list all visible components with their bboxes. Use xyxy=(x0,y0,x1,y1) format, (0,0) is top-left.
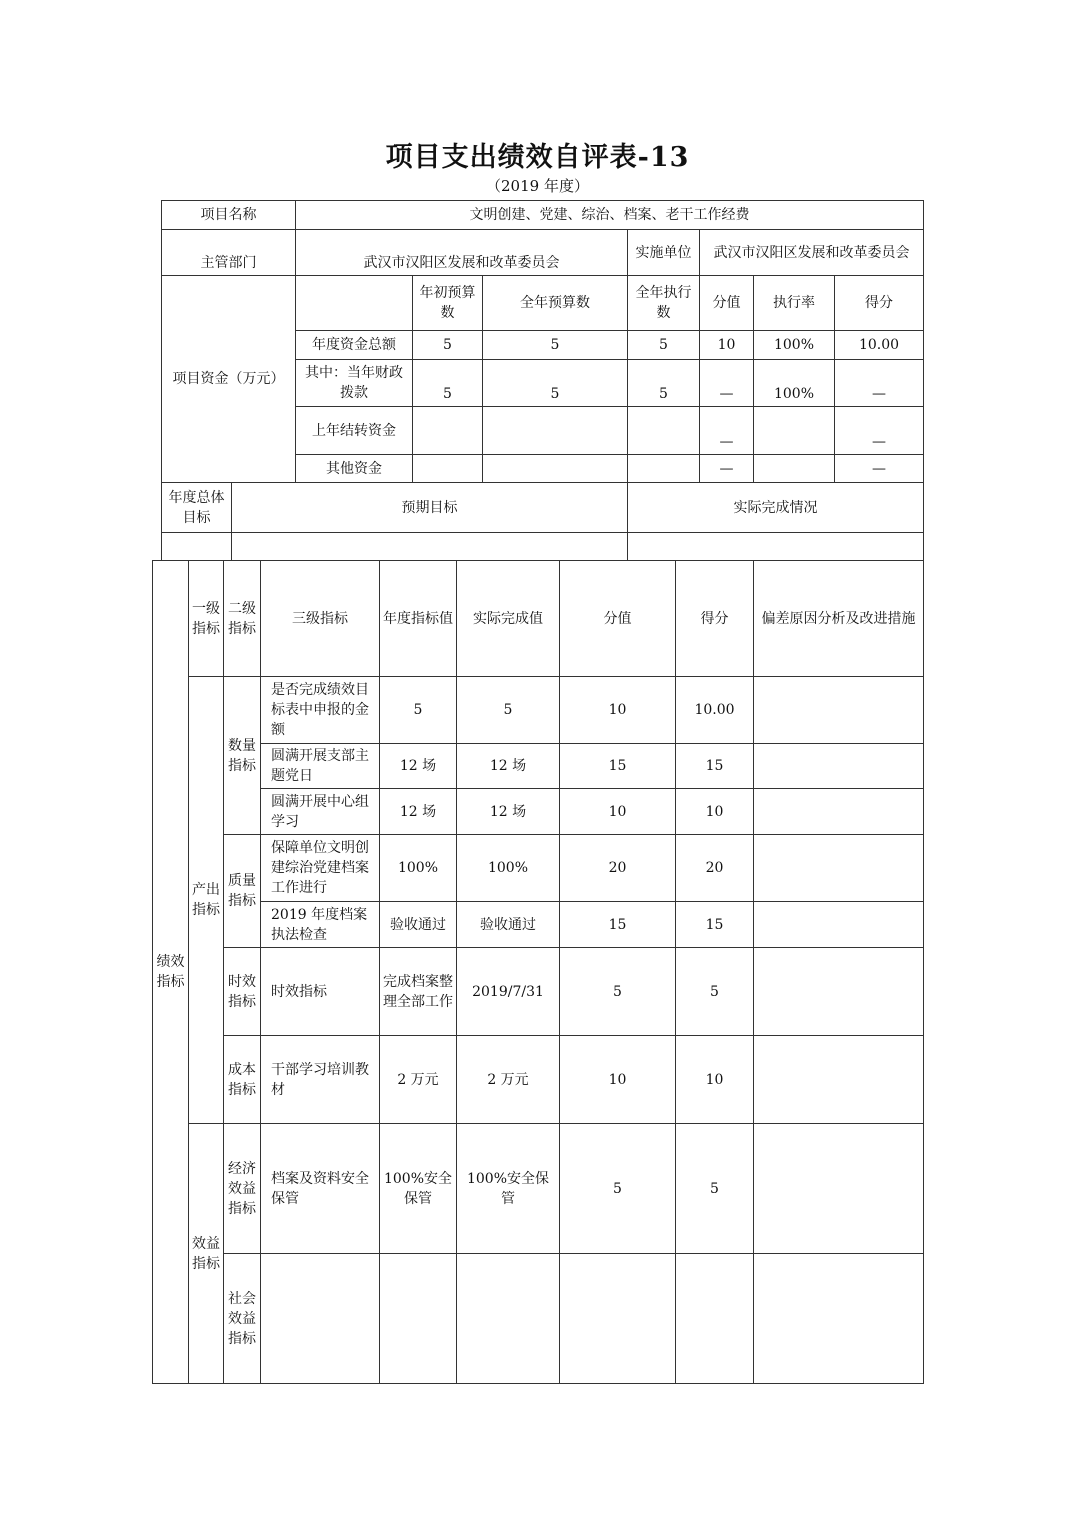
dept-label: 主管部门 xyxy=(162,230,296,276)
funds-row-points: — xyxy=(700,407,754,455)
level2-economic: 经济效益指标 xyxy=(224,1124,261,1254)
funds-header-rate: 执行率 xyxy=(754,276,835,331)
indicator-score: 5 xyxy=(676,1124,754,1254)
indicator-name: 是否完成绩效目标表中申报的金额 xyxy=(261,677,380,744)
indicator-score: 10 xyxy=(676,789,754,835)
indicator-score: 15 xyxy=(676,744,754,789)
funds-row-executed xyxy=(628,407,700,455)
level2-time: 时效指标 xyxy=(224,948,261,1036)
section-label: 绩效指标 xyxy=(153,561,189,1384)
funds-row-points: 10 xyxy=(700,331,754,360)
goals-actual-header: 实际完成情况 xyxy=(628,483,924,533)
funds-row-rate xyxy=(754,455,835,483)
header-points: 分值 xyxy=(560,561,676,677)
indicator-actual: 100%安全保管 xyxy=(457,1124,560,1254)
indicator-score xyxy=(676,1254,754,1384)
level2-cost: 成本指标 xyxy=(224,1036,261,1124)
page-subtitle: （2019 年度） xyxy=(486,177,589,195)
page-title: 项目支出绩效自评表-13 xyxy=(385,142,690,173)
indicator-target: 5 xyxy=(380,677,457,744)
funds-row-annual xyxy=(483,455,628,483)
indicator-name: 时效指标 xyxy=(261,948,380,1036)
funds-row-executed xyxy=(628,455,700,483)
funds-row-score: 10.00 xyxy=(835,331,924,360)
indicator-actual: 5 xyxy=(457,677,560,744)
project-info-table xyxy=(161,200,924,561)
indicator-actual: 验收通过 xyxy=(457,902,560,948)
funds-row-executed: 5 xyxy=(628,331,700,360)
indicator-reason xyxy=(754,1124,924,1254)
indicator-points: 10 xyxy=(560,1036,676,1124)
indicator-name: 保障单位文明创建综治党建档案工作进行 xyxy=(261,835,380,902)
indicator-target: 2 万元 xyxy=(380,1036,457,1124)
indicator-actual: 2019/7/31 xyxy=(457,948,560,1036)
level1-output: 产出指标 xyxy=(189,677,224,1124)
funds-row-rate xyxy=(754,407,835,455)
indicator-points: 10 xyxy=(560,677,676,744)
level1-benefit: 效益指标 xyxy=(189,1124,224,1384)
indicators-table xyxy=(152,560,924,1384)
goals-label: 年度总体目标 xyxy=(162,483,232,533)
funds-row-label: 其他资金 xyxy=(296,455,413,483)
indicator-points: 15 xyxy=(560,744,676,789)
funds-row-score: — xyxy=(835,455,924,483)
indicator-target xyxy=(380,1254,457,1384)
header-actual: 实际完成值 xyxy=(457,561,560,677)
funds-row-annual: 5 xyxy=(483,360,628,407)
indicator-reason xyxy=(754,902,924,948)
funds-row-rate: 100% xyxy=(754,360,835,407)
goals-actual-value xyxy=(628,533,924,561)
indicator-name: 2019 年度档案执法检查 xyxy=(261,902,380,948)
indicator-points: 5 xyxy=(560,948,676,1036)
indicator-reason xyxy=(754,744,924,789)
header-level2: 二级指标 xyxy=(224,561,261,677)
indicator-score: 15 xyxy=(676,902,754,948)
funds-row-label: 其中：当年财政拨款 xyxy=(296,360,413,407)
indicator-target: 12 场 xyxy=(380,744,457,789)
indicator-target: 100%安全保管 xyxy=(380,1124,457,1254)
funds-row-initial xyxy=(413,407,483,455)
indicator-reason xyxy=(754,789,924,835)
indicator-reason xyxy=(754,677,924,744)
funds-header-blank xyxy=(296,276,413,331)
indicator-name: 干部学习培训教材 xyxy=(261,1036,380,1124)
funds-row-score: — xyxy=(835,407,924,455)
indicator-points: 10 xyxy=(560,789,676,835)
indicator-name: 圆满开展支部主题党日 xyxy=(261,744,380,789)
indicator-target: 完成档案整理全部工作 xyxy=(380,948,457,1036)
indicator-target: 验收通过 xyxy=(380,902,457,948)
funds-header-initial: 年初预算数 xyxy=(413,276,483,331)
goals-expected-value xyxy=(232,533,628,561)
project-name-label: 项目名称 xyxy=(162,201,296,230)
impl-value: 武汉市汉阳区发展和改革委员会 xyxy=(700,230,924,276)
funds-row-label: 年度资金总额 xyxy=(296,331,413,360)
goals-blank-label xyxy=(162,533,232,561)
indicator-actual: 2 万元 xyxy=(457,1036,560,1124)
indicator-score: 20 xyxy=(676,835,754,902)
indicator-name: 圆满开展中心组学习 xyxy=(261,789,380,835)
indicator-score: 10 xyxy=(676,1036,754,1124)
funds-row-initial: 5 xyxy=(413,360,483,407)
indicator-score: 5 xyxy=(676,948,754,1036)
project-name-value: 文明创建、党建、综治、档案、老干工作经费 xyxy=(296,201,924,230)
indicator-points: 15 xyxy=(560,902,676,948)
funds-row-label: 上年结转资金 xyxy=(296,407,413,455)
indicator-name: 档案及资料安全保管 xyxy=(261,1124,380,1254)
funds-row-initial xyxy=(413,455,483,483)
level2-quantity: 数量指标 xyxy=(224,677,261,835)
level2-quality: 质量指标 xyxy=(224,835,261,948)
indicator-reason xyxy=(754,948,924,1036)
funds-row-executed: 5 xyxy=(628,360,700,407)
indicator-target: 12 场 xyxy=(380,789,457,835)
indicator-actual: 12 场 xyxy=(457,789,560,835)
indicator-reason xyxy=(754,1254,924,1384)
indicator-name xyxy=(261,1254,380,1384)
impl-label: 实施单位 xyxy=(628,230,700,276)
indicator-actual xyxy=(457,1254,560,1384)
indicator-points: 5 xyxy=(560,1124,676,1254)
funds-row-rate: 100% xyxy=(754,331,835,360)
funds-header-executed: 全年执行数 xyxy=(628,276,700,331)
funds-row-annual xyxy=(483,407,628,455)
dept-value: 武汉市汉阳区发展和改革委员会 xyxy=(296,230,628,276)
funds-row-points: — xyxy=(700,455,754,483)
indicator-score: 10.00 xyxy=(676,677,754,744)
funds-label: 项目资金（万元） xyxy=(162,276,296,483)
funds-header-annual: 全年预算数 xyxy=(483,276,628,331)
header-reason: 偏差原因分析及改进措施 xyxy=(754,561,924,677)
indicator-reason xyxy=(754,1036,924,1124)
header-score: 得分 xyxy=(676,561,754,677)
funds-header-points: 分值 xyxy=(700,276,754,331)
header-level1: 一级指标 xyxy=(189,561,224,677)
header-target: 年度指标值 xyxy=(380,561,457,677)
indicator-actual: 12 场 xyxy=(457,744,560,789)
indicator-actual: 100% xyxy=(457,835,560,902)
indicator-target: 100% xyxy=(380,835,457,902)
funds-row-score: — xyxy=(835,360,924,407)
funds-row-initial: 5 xyxy=(413,331,483,360)
header-level3: 三级指标 xyxy=(261,561,380,677)
indicator-reason xyxy=(754,835,924,902)
funds-row-annual: 5 xyxy=(483,331,628,360)
indicator-points: 20 xyxy=(560,835,676,902)
level2-social: 社会效益指标 xyxy=(224,1254,261,1384)
funds-header-score: 得分 xyxy=(835,276,924,331)
goals-expected-header: 预期目标 xyxy=(232,483,628,533)
indicator-points xyxy=(560,1254,676,1384)
funds-row-points: — xyxy=(700,360,754,407)
